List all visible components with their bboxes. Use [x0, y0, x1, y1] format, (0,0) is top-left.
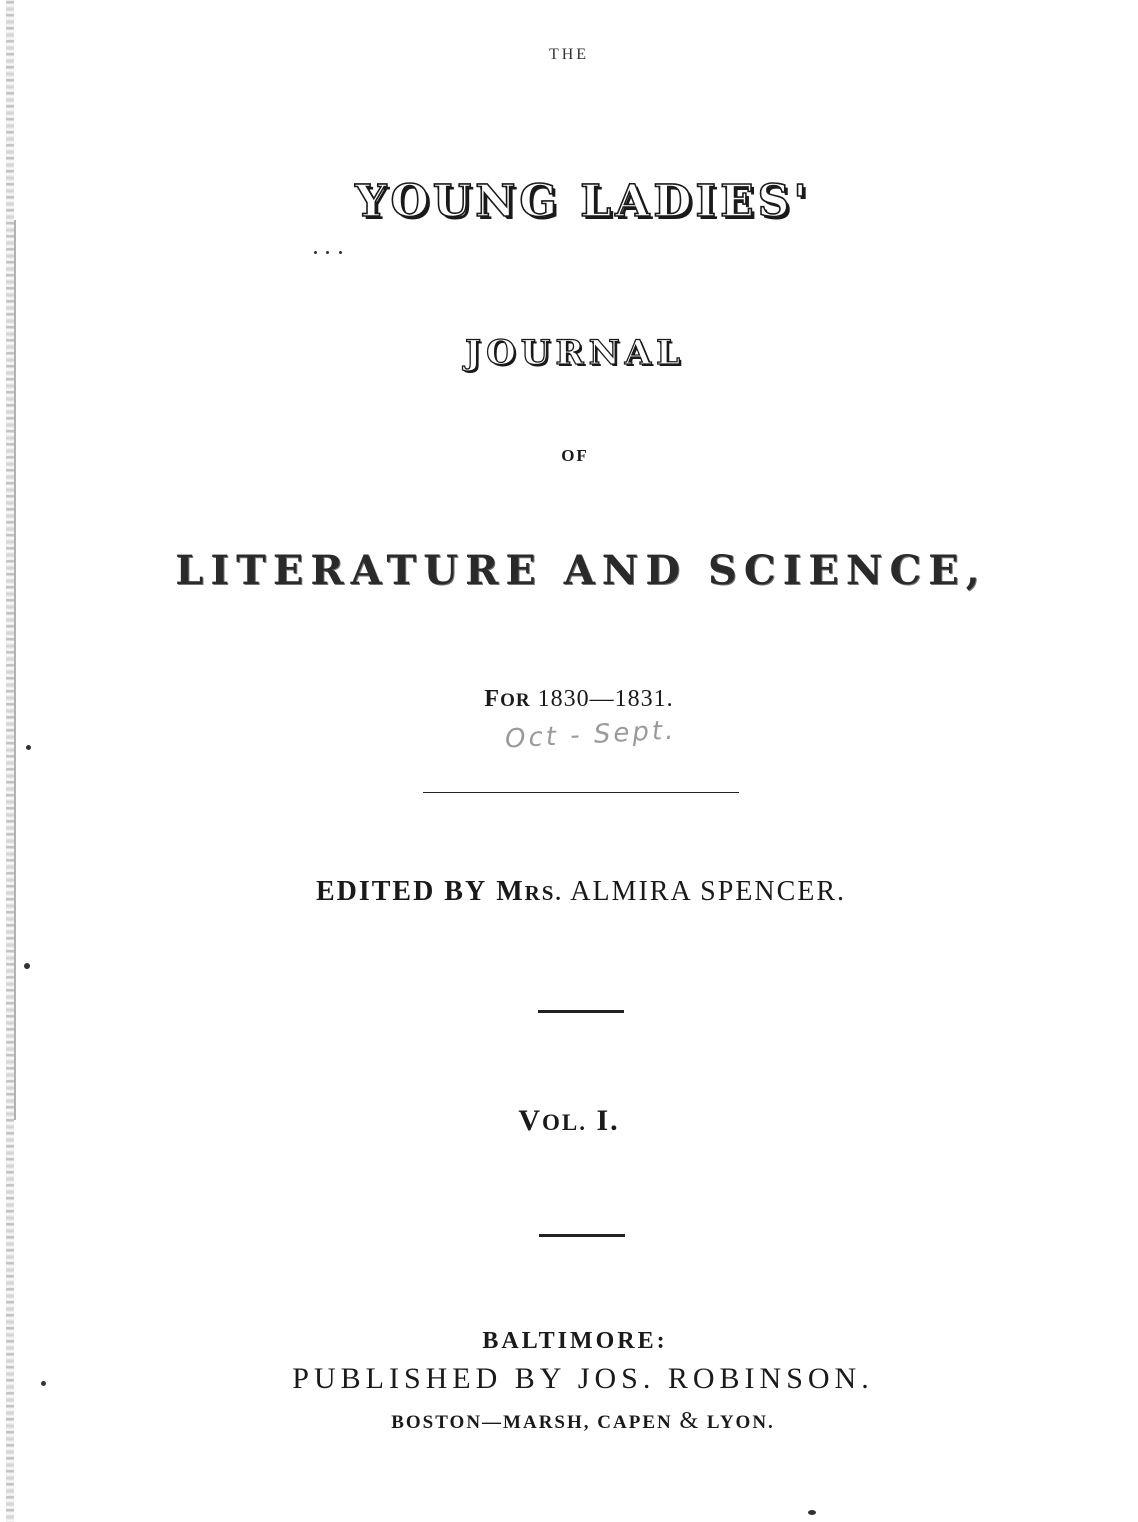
edited-by: EDITED BY: [315, 876, 488, 907]
title-the: THE: [548, 46, 590, 63]
mrs-cap: M: [496, 876, 525, 907]
ink-speck: [26, 745, 31, 750]
publication-years: [0, 686, 1138, 713]
mrs-rest: RS.: [524, 881, 563, 905]
imprint-city: BALTIMORE:: [482, 1328, 668, 1354]
imprint-publisher: PUBLISHED BY JOS. ROBINSON.: [292, 1362, 874, 1395]
editor-name: ALMIRA SPENCER.: [570, 876, 847, 907]
title-subject: LITERATURE AND SCIENCE,: [175, 547, 987, 594]
years-range: 1830—1831.: [537, 686, 674, 712]
binding-edge: [6, 0, 14, 1522]
divider-rule: [423, 792, 739, 793]
editor-line: [0, 876, 1138, 908]
boston-suffix: LYON.: [706, 1412, 775, 1433]
ink-speck: [808, 1510, 816, 1515]
boston-prefix: BOSTON—MARSH, CAPEN: [391, 1412, 673, 1433]
ink-speck: [326, 251, 329, 254]
vol-rest: OL.: [542, 1110, 587, 1135]
ink-speck: [24, 963, 30, 969]
ink-speck: [314, 251, 317, 254]
imprint-boston: [0, 1408, 1138, 1435]
volume-line: [0, 1104, 1138, 1138]
boston-amp: &: [679, 1408, 701, 1434]
title-journal: JOURNAL: [465, 333, 685, 373]
title-young-ladies: YOUNG LADIES': [355, 176, 811, 227]
divider-short-rule: [538, 1010, 624, 1013]
years-for-rest: OR: [500, 690, 531, 711]
divider-short-rule: [539, 1234, 625, 1237]
handwritten-note: Oct - Sept.: [504, 715, 677, 755]
vol-cap: V: [518, 1104, 542, 1137]
title-of: OF: [561, 446, 589, 465]
years-for-cap: F: [484, 686, 501, 712]
vol-number: I.: [596, 1104, 620, 1137]
ink-speck: [339, 251, 342, 254]
